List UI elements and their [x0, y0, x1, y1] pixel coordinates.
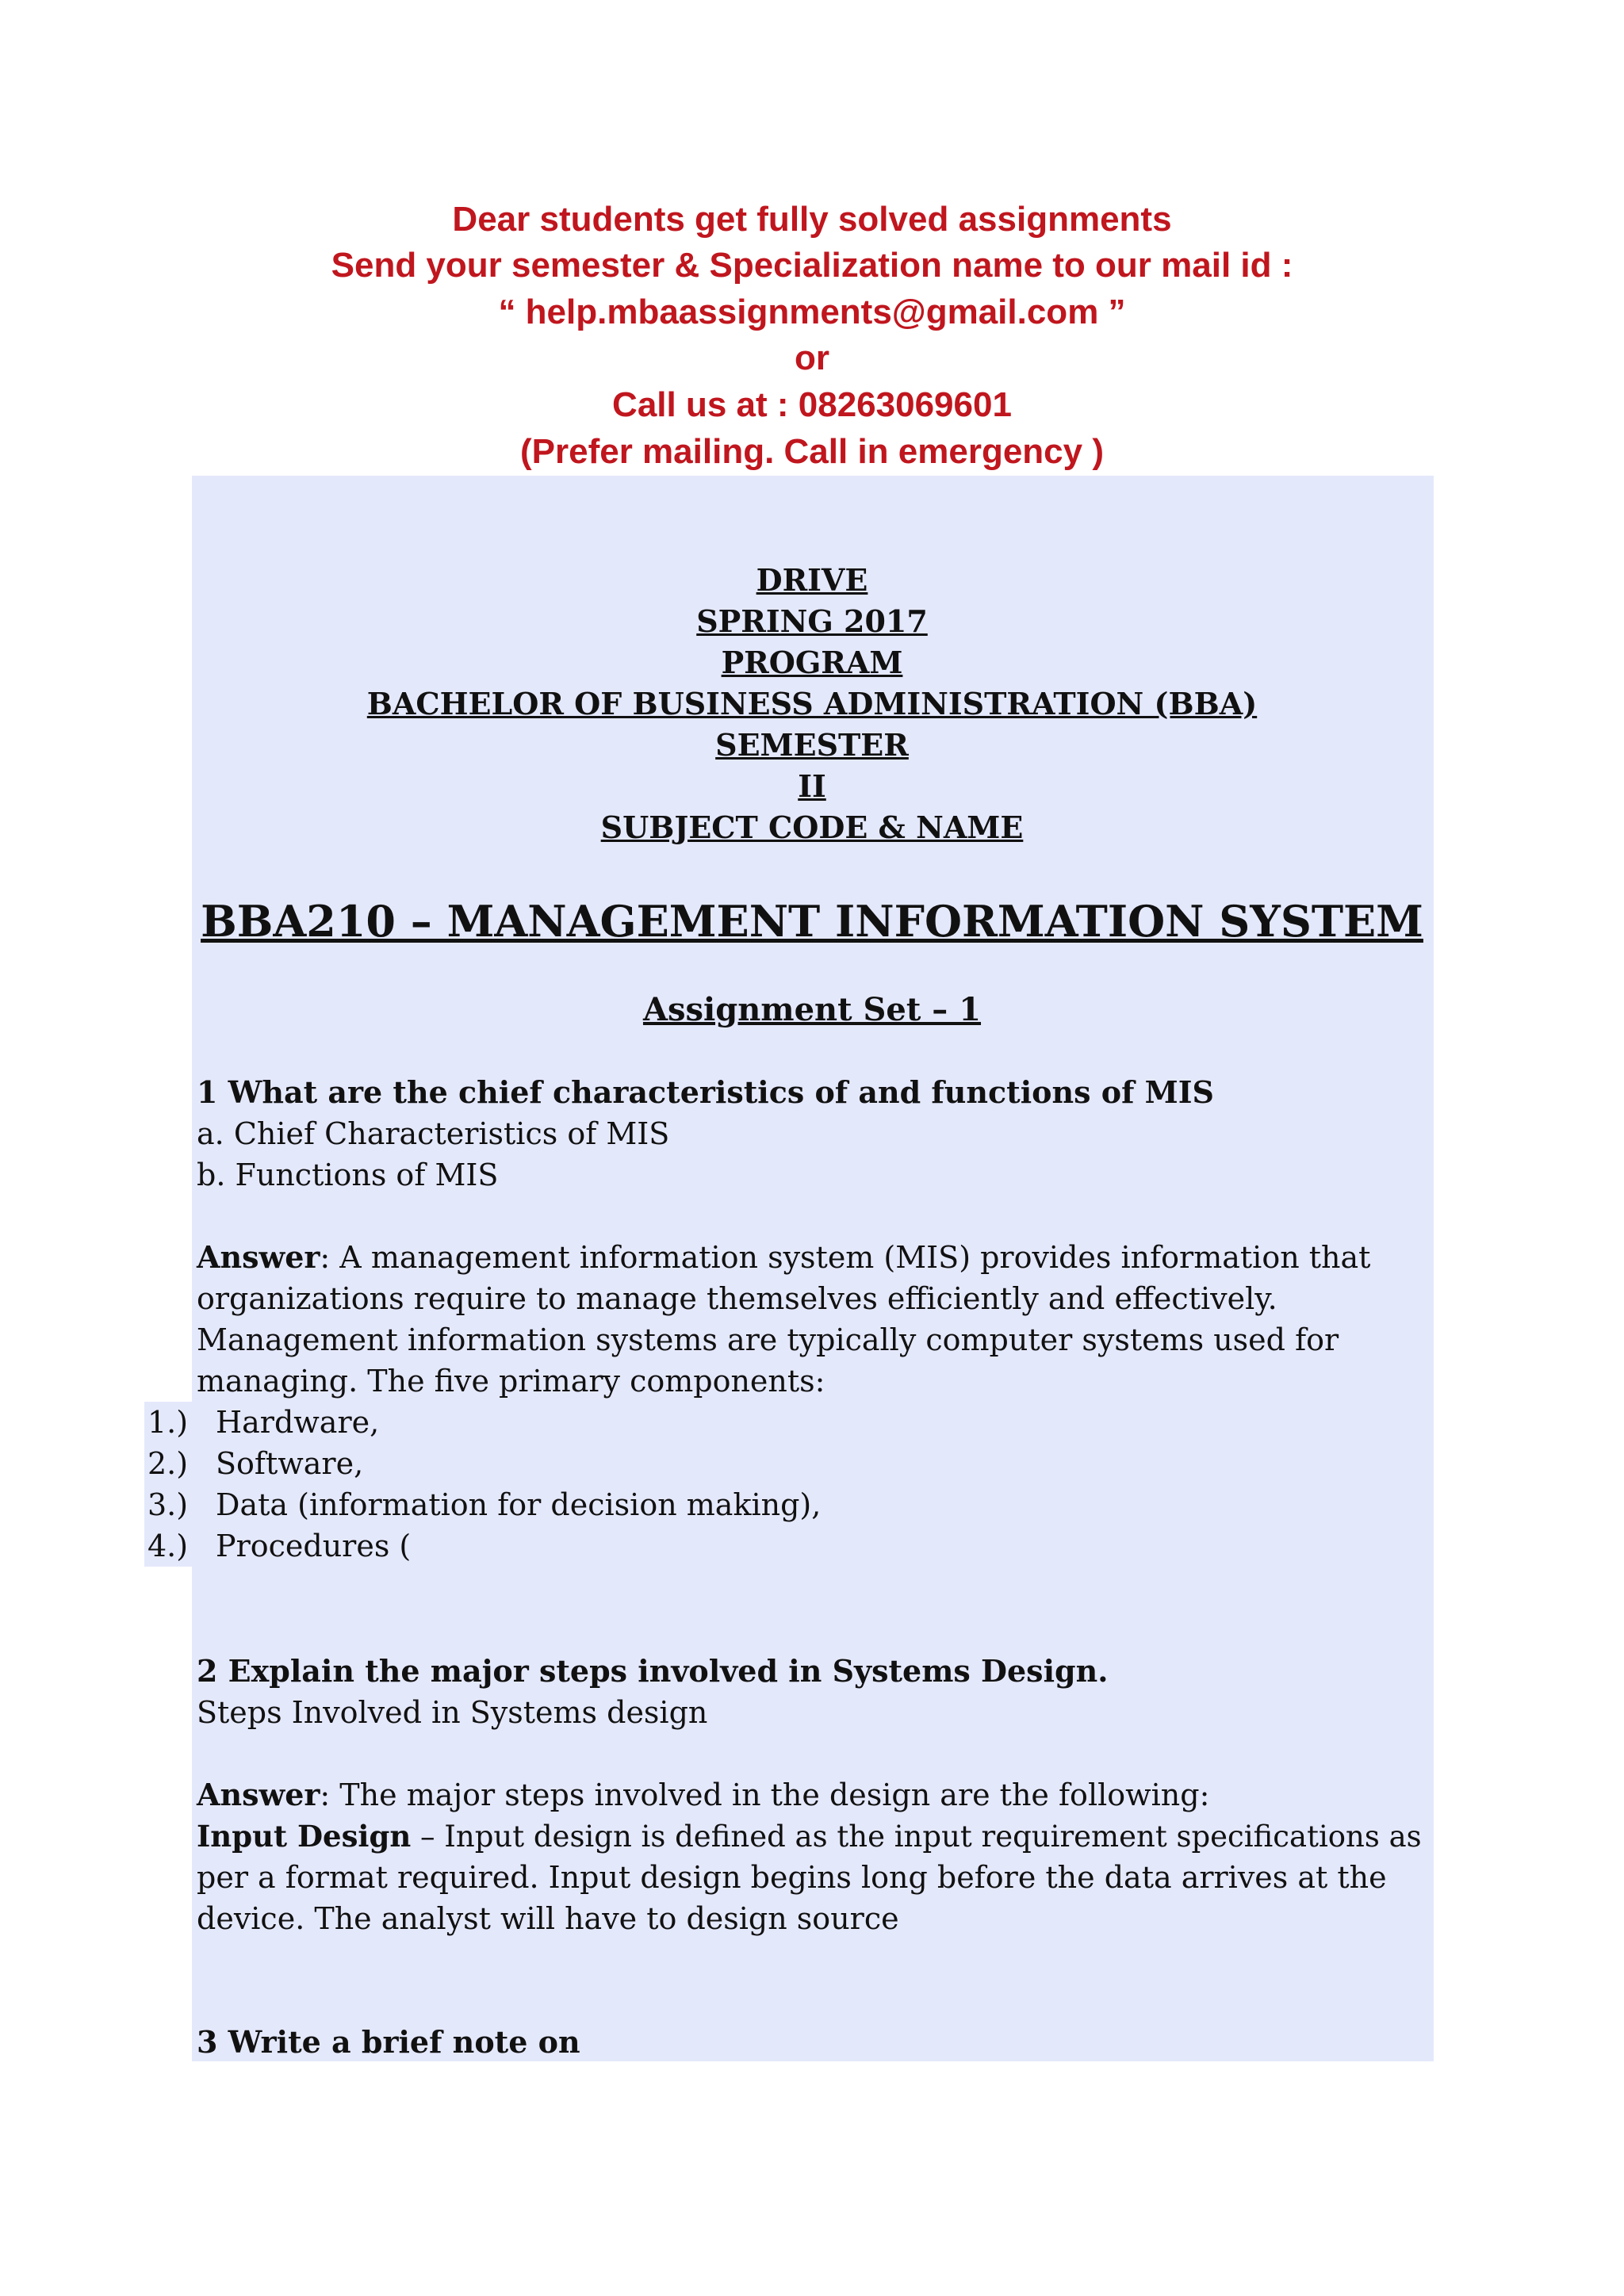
- session: SPRING 2017: [696, 603, 928, 639]
- promo-line-2: Send your semester & Specialization name to our mail id :: [331, 246, 1293, 285]
- q1-answer-line-4: managing. The five primary components:: [197, 1364, 825, 1399]
- program-label: PROGRAM: [721, 645, 903, 680]
- promo-email: “ help.mbaassignments@gmail.com ”: [498, 293, 1126, 331]
- program-name: BACHELOR OF BUSINESS ADMINISTRATION (BBA): [366, 686, 1258, 721]
- list-number: 1.): [144, 1402, 211, 1443]
- promo-line-1: Dear students get fully solved assignments: [452, 200, 1172, 239]
- promo-or: or: [795, 339, 829, 377]
- q1-answer-line-3: Management information systems are typically computer systems used for: [197, 1322, 1339, 1357]
- input-design-text: – Input design is defined as the input requirement specifications as: [411, 1820, 1422, 1854]
- assignment-set: Assignment Set – 1: [642, 991, 982, 1028]
- answer-text: : The major steps involved in the design are the following:: [320, 1777, 1210, 1812]
- subject-label: SUBJECT CODE & NAME: [600, 809, 1024, 845]
- list-item: [144, 1525, 937, 1567]
- list-item: [144, 1443, 937, 1484]
- promo-note: (Prefer mailing. Call in emergency ): [519, 432, 1104, 471]
- input-design-label: Input Design: [197, 1819, 412, 1854]
- answer-label: Answer: [197, 1777, 320, 1812]
- semester-label: SEMESTER: [715, 727, 909, 763]
- q2-input-design-line-3: device. The analyst will have to design source: [197, 1901, 899, 1936]
- list-number: 3.): [144, 1484, 211, 1525]
- list-text: Procedures (: [216, 1529, 412, 1563]
- promo-phone: Call us at : 08263069601: [612, 385, 1012, 424]
- q2-input-design-line-2: per a format required. Input design begins long before the data arrives at the: [197, 1860, 1387, 1895]
- drive-label: DRIVE: [756, 562, 868, 598]
- question-2: 2 Explain the major steps involved in Systems Design.: [197, 1653, 1109, 1689]
- list-text: Data (information for decision making),: [216, 1487, 822, 1522]
- list-item: [144, 1402, 937, 1443]
- semester-value: II: [798, 768, 826, 804]
- q2-sub: Steps Involved in Systems design: [197, 1695, 708, 1730]
- subject-title: BBA210 – MANAGEMENT INFORMATION SYSTEM: [201, 896, 1423, 947]
- answer-label: Answer: [197, 1239, 320, 1275]
- q1-sub-b: b. Functions of MIS: [197, 1158, 499, 1192]
- list-number: 2.): [144, 1443, 211, 1484]
- q2-answer: [197, 1774, 1426, 1816]
- list-number: 4.): [144, 1525, 211, 1567]
- q1-answer-line-2: organizations require to manage themselves efficiently and effectively.: [197, 1281, 1277, 1316]
- question-3: 3 Write a brief note on: [197, 2024, 580, 2060]
- q2-input-design-line-1: [197, 1816, 1426, 1858]
- q1-answer-line-1: [197, 1237, 1426, 1278]
- list-text: Hardware,: [216, 1405, 380, 1440]
- q1-sub-a: a. Chief Characteristics of MIS: [197, 1116, 670, 1151]
- list-text: Software,: [216, 1446, 364, 1481]
- answer-text: : A management information system (MIS) provides information that: [320, 1240, 1371, 1275]
- list-item: [144, 1484, 937, 1525]
- question-1: 1 What are the chief characteristics of and functions of MIS: [197, 1074, 1214, 1110]
